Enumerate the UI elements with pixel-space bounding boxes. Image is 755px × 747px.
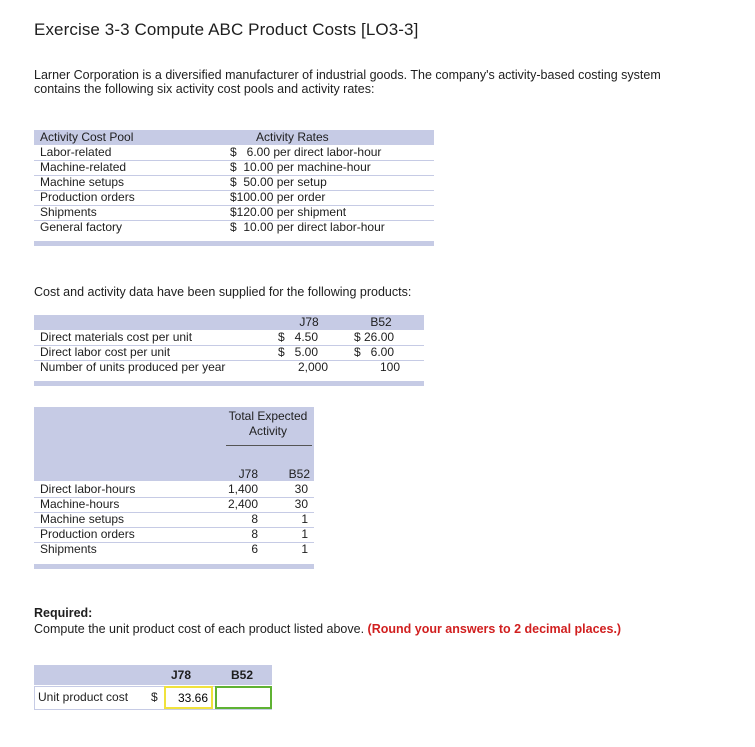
header-underline — [226, 445, 312, 446]
activity-header-line2: Activity — [248, 424, 287, 438]
products-col-j78: J78 — [299, 315, 319, 329]
activity-j78-value: 6 — [251, 542, 258, 556]
pool-rate: $120.00 per shipment — [230, 205, 347, 219]
unit-cost-b52-input[interactable] — [215, 686, 272, 709]
pool-label: Machine setups — [40, 175, 125, 189]
activity-b52-value: 1 — [301, 542, 308, 556]
pool-label: Labor-related — [40, 145, 112, 159]
product-b52-value: $ 26.00 — [354, 330, 395, 344]
activity-j78-value: 1,400 — [227, 482, 258, 496]
currency-symbol: $ — [151, 690, 158, 704]
pool-rate: $100.00 per order — [230, 190, 326, 204]
required-text: Compute the unit product cost of each product listed above. — [34, 622, 365, 636]
product-row-label: Direct materials cost per unit — [40, 330, 193, 344]
product-b52-value: $ 6.00 — [354, 345, 395, 359]
product-j78-value: $ 5.00 — [278, 345, 319, 359]
rounding-note: (Round your answers to 2 decimal places.) — [367, 622, 622, 636]
products-col-b52: B52 — [370, 315, 392, 329]
pool-rate: $ 50.00 per setup — [230, 175, 327, 189]
activity-header-line1: Total Expected — [228, 409, 308, 423]
pools-col-pool-header: Activity Cost Pool — [40, 130, 134, 144]
answer-row-label: Unit product cost — [38, 690, 129, 704]
activity-col-j78: J78 — [238, 467, 258, 481]
page-title: Exercise 3-3 Compute ABC Product Costs [LO3-3] — [34, 20, 419, 39]
table-bottom-rule — [34, 241, 434, 246]
product-b52-value: 100 — [379, 360, 400, 374]
activity-j78-value: 2,400 — [227, 497, 258, 511]
pool-rate: $ 6.00 per direct labor-hour — [230, 145, 382, 159]
activity-b52-value: 1 — [301, 512, 308, 526]
answer-col-b52: B52 — [230, 668, 253, 682]
pool-label: Machine-related — [40, 160, 127, 174]
activity-row-label: Machine setups — [40, 512, 125, 526]
required-label: Required: — [34, 606, 93, 620]
activity-b52-value: 30 — [294, 497, 308, 511]
answer-col-j78: J78 — [170, 668, 192, 682]
pool-label: Production orders — [40, 190, 135, 204]
activity-row-label: Shipments — [40, 542, 97, 556]
unit-cost-j78-input[interactable] — [164, 686, 213, 709]
pool-rate: $ 10.00 per direct labor-hour — [230, 220, 385, 234]
product-j78-value: $ 4.50 — [278, 330, 319, 344]
required-instructions — [34, 622, 621, 636]
activity-row-label: Machine-hours — [40, 497, 120, 511]
product-j78-value: 2,000 — [297, 360, 328, 374]
activity-j78-value: 8 — [251, 527, 258, 541]
table-bottom-rule — [34, 381, 424, 386]
activity-row-label: Production orders — [40, 527, 135, 541]
table-bottom-rule — [34, 564, 314, 569]
pool-label: Shipments — [40, 205, 97, 219]
activity-row-label: Direct labor-hours — [40, 482, 136, 496]
product-row-label: Number of units produced per year — [40, 360, 226, 374]
activity-b52-value: 30 — [294, 482, 308, 496]
activity-b52-value: 1 — [301, 527, 308, 541]
pool-label: General factory — [40, 220, 123, 234]
pool-rate: $ 10.00 per machine-hour — [230, 160, 371, 174]
activity-col-b52: B52 — [288, 467, 310, 481]
activity-j78-value: 8 — [251, 512, 258, 526]
cost-intro: Cost and activity data have been supplied for the following products: — [34, 285, 412, 299]
product-row-label: Direct labor cost per unit — [40, 345, 171, 359]
pools-col-rate-header: Activity Rates — [256, 130, 329, 144]
intro-paragraph: Larner Corporation is a diversified manufacturer of industrial goods. The company's activity-based costing system contains the following six activity cost pools and activity rates: — [34, 68, 661, 96]
